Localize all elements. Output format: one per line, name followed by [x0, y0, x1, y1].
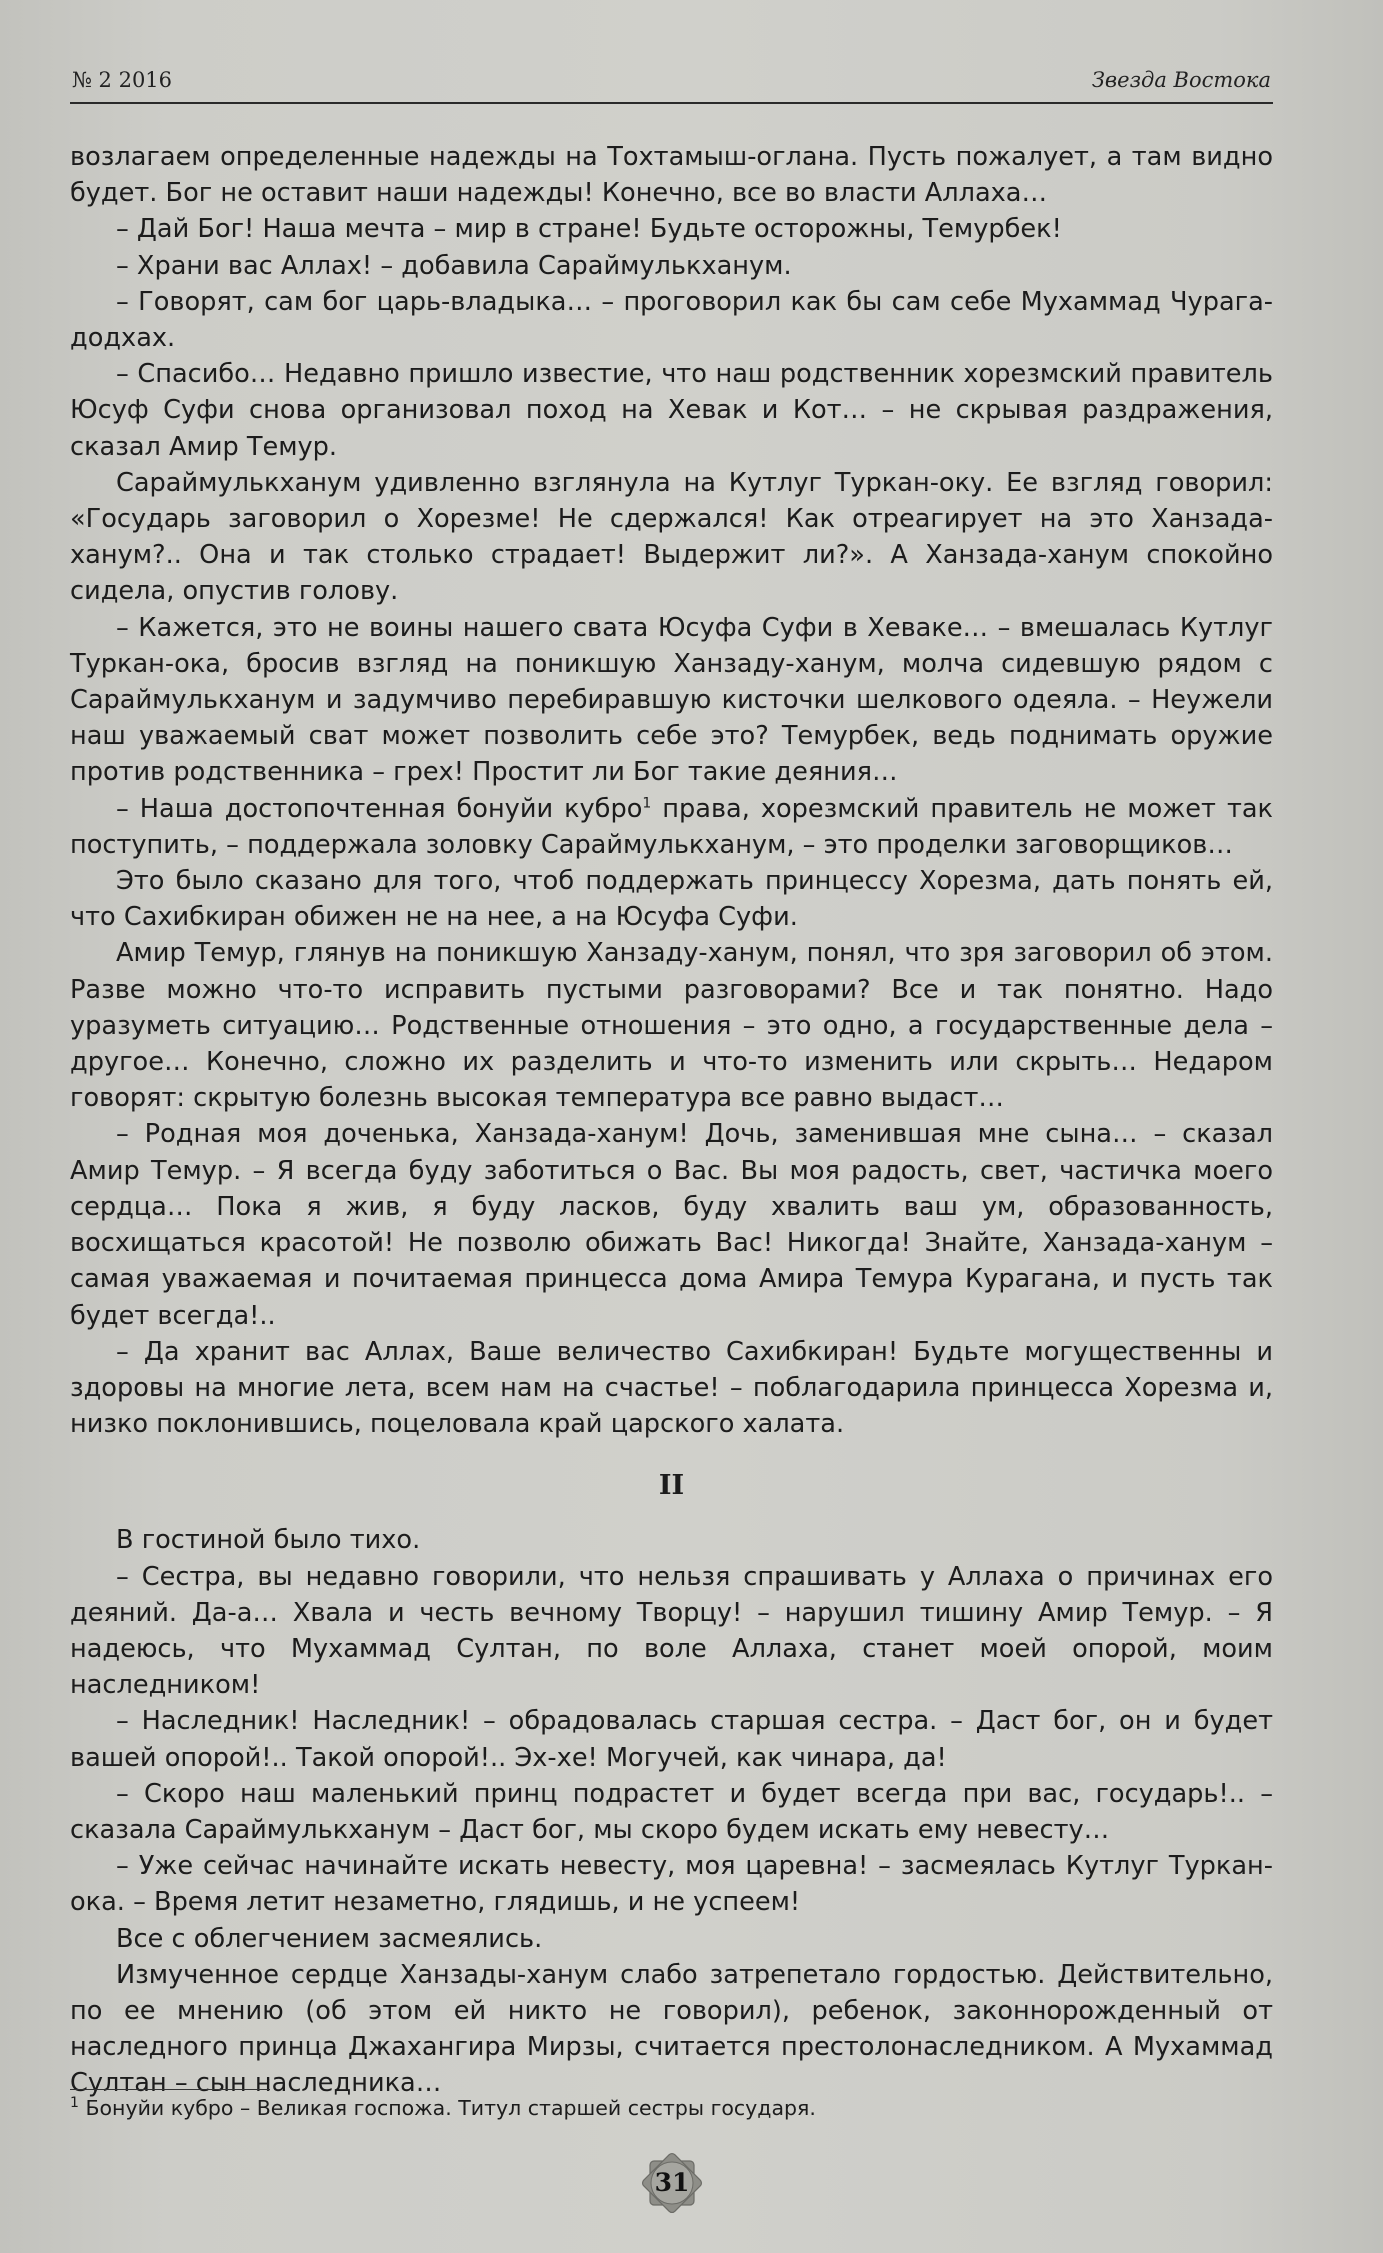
paragraph: Сараймулькханум удивленно взглянула на Кутлуг Туркан-оку. Ее взгляд говорил: «Государь заговорил о Хорезме! Не сдержался! Как отреагирует на это Ханзада-ханум?.. Она и так столько страдает! Выдержит ли?». А Ханзада-ханум спокойно сидела, опустив голову. [70, 467, 1273, 607]
page-number: 31 [654, 2168, 690, 2197]
paragraph: – Дай Бог! Наша мечта – мир в стране! Будьте осторожны, Темурбек! [116, 214, 1062, 245]
footnote [70, 2094, 1273, 2122]
footnote-reference: 1 [642, 795, 652, 812]
paragraph: – Храни вас Аллах! – добавила Сараймулькханум. [116, 250, 792, 281]
paragraph: – Да хранит вас Аллах, Ваше величество Сахибкиран! Будьте могущественны и здоровы на многие лета, всем нам на счастье! – поблагодарила принцесса Хорезма и, низко поклонившись, поцеловала край царского халата. [70, 1336, 1273, 1440]
paragraph: – Уже сейчас начинайте искать невесту, моя царевна! – засмеялась Кутлуг Туркан-ока. – Время летит незаметно, глядишь, и не успеем! [70, 1851, 1273, 1918]
paragraph: возлагаем определенные надежды на Тохтамыш-оглана. Пусть пожалует, а там видно будет. Бог не оставит наши надежды! Конечно, все во власти Аллаха… [70, 142, 1273, 209]
paragraph: – Спасибо… Недавно пришло известие, что наш родственник хорезмский правитель Юсуф Суфи снова организовал поход на Хевак и Кот… – не скрывая раздражения, сказал Амир Темур. [70, 359, 1273, 462]
paragraph: – Скоро наш маленький принц подрастет и будет всегда при вас, государь!.. – сказала Сараймулькханум – Даст бог, мы скоро будем искать ему невесту… [70, 1778, 1273, 1845]
paragraph: – Наследник! Наследник! – обрадовалась старшая сестра. – Даст бог, он и будет вашей опорой!.. Такой опорой!.. Эх-хе! Могучей, как чинара, да! [70, 1706, 1273, 1773]
footnote-text: Бонуйи кубро – Великая госпожа. Титул старшей сестры государя. [78, 2096, 816, 2120]
paragraph: – Говорят, сам бог царь-владыка… – проговорил как бы сам себе Мухаммад Чурага-додхах. [70, 286, 1273, 354]
paragraph-text: права, хорезмский правитель не может так поступить, – поддержала золовку Сараймулькханум, – это проделки заговорщиков… [70, 793, 1273, 860]
paragraph: В гостиной было тихо. [116, 1525, 421, 1556]
section-heading: II [658, 1470, 685, 1502]
footnote-marker: 1 [70, 2095, 79, 2112]
paragraph-with-footnote [70, 791, 1273, 863]
footnote-divider [70, 2089, 270, 2090]
paragraph: Амир Темур, глянув на поникшую Ханзаду-ханум, понял, что зря заговорил об этом. Разве можно что-то исправить пустыми разговорами? Все и так понятно. Надо уразуметь ситуацию… Родственные отношения – это одно, а государственные дела – другое… Конечно, сложно их разделить и что-то изменить или скрыть… Недаром говорят: скрытую болезнь высокая температура все равно выдаст… [70, 938, 1273, 1114]
journal-title: Звезда Востока [1091, 68, 1271, 92]
paragraph: – Сестра, вы недавно говорили, что нельзя спрашивать у Аллаха о причинах его деяний. Да-а… Хвала и честь вечному Творцу! – нарушил тишину Амир Темур. – Я надеюсь, что Мухаммад Султан, по воле Аллаха, станет моей опорой, моим наследником! [70, 1561, 1273, 1701]
running-header [70, 66, 1273, 104]
issue-number: № 2 2016 [72, 68, 173, 92]
article-body [70, 139, 1273, 2102]
paragraph: – Кажется, это не воины нашего свата Юсуфа Суфи в Хеваке… – вмешалась Кутлуг Туркан-ока, бросив взгляд на поникшую Ханзаду-ханум, молча сидевшую рядом с Сараймулькханум и задумчиво перебиравшую кисточки шелкового одеяла. – Неужели наш уважаемый сват может позволить себе это? Темурбек, ведь поднимать оружие против родственника – грех! Простит ли Бог такие деяния… [70, 612, 1273, 788]
paragraph-text: – Наша достопочтенная бонуйи кубро [116, 793, 643, 824]
paragraph: Это было сказано для того, чтоб поддержать принцессу Хорезма, дать понять ей, что Сахибкиран обижен не на нее, а на Юсуфа Суфи. [70, 866, 1273, 933]
paragraph: Все с облегчением засмеялись. [116, 1923, 543, 1954]
page-number-badge [634, 2145, 710, 2221]
paragraph: – Родная моя доченька, Ханзада-ханум! Дочь, заменившая мне сына… – сказал Амир Темур. – Я всегда буду заботиться о Вас. Вы моя радость, свет, частичка моего сердца… Пока я жив, я буду ласков, буду хвалить ваш ум, образованность, восхищаться красотой! Не позволю обижать Вас! Никогда! Знайте, Ханзада-ханум – самая уважаемая и почитаемая принцесса дома Амира Темура Курагана, и пусть так будет всегда!.. [70, 1119, 1273, 1331]
paragraph: Измученное сердце Ханзады-ханум слабо затрепетало гордостью. Действительно, по ее мнению (об этом ей никто не говорил), ребенок, законнорожденный от наследного принца Джахангира Мирзы, считается престолонаследником. А Мухаммад Султан – сын наследника… [70, 1959, 1273, 2099]
